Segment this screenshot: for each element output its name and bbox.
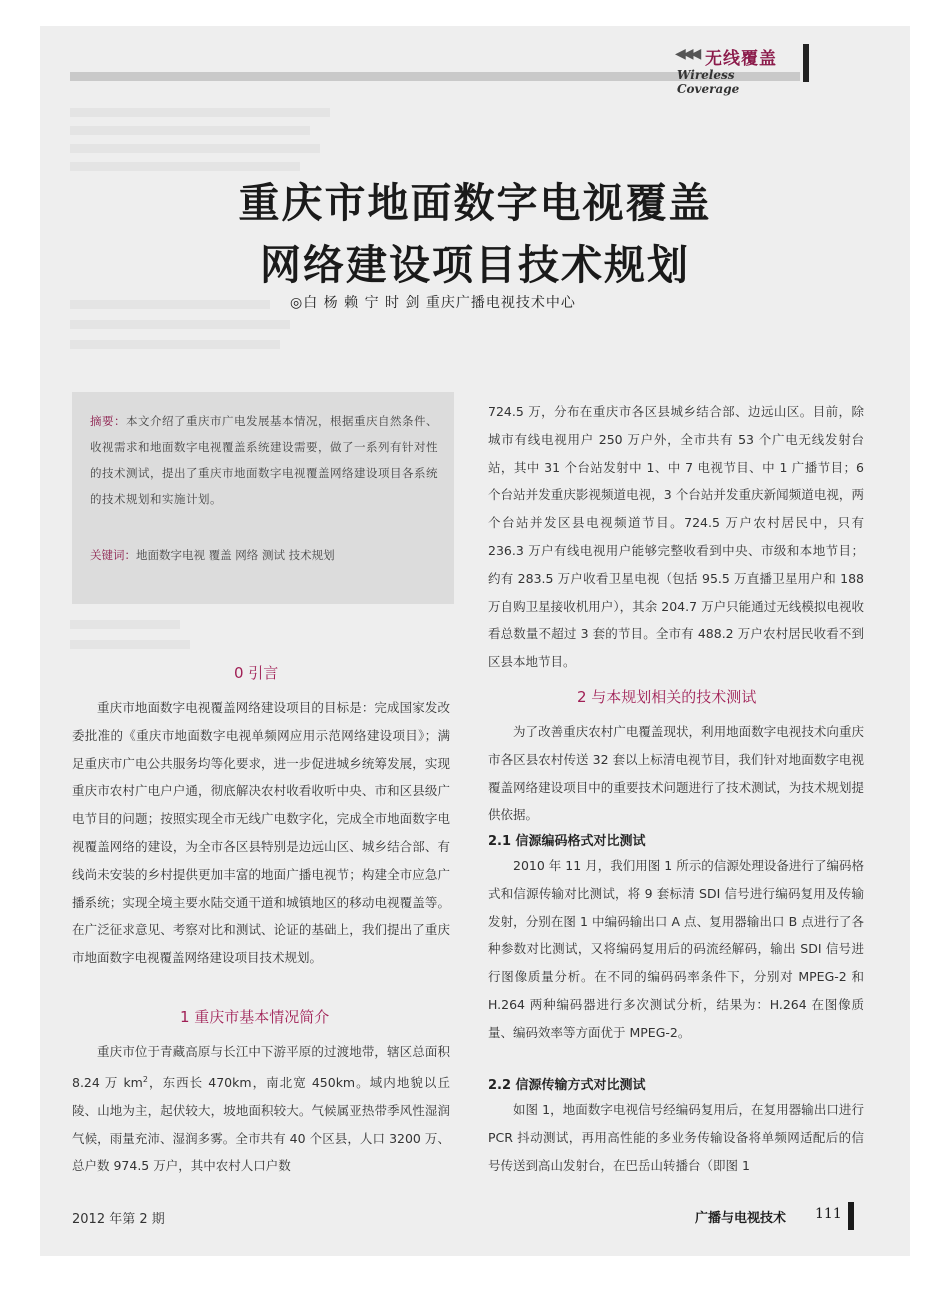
chevron-arrows-icon: ◀◀◀: [675, 46, 699, 62]
section-2-heading: 2 与本规划相关的技术测试: [577, 688, 757, 706]
keywords-label: 关键词：: [90, 548, 136, 562]
section-header: [675, 44, 800, 96]
keywords: [90, 542, 440, 568]
bleed-through-line: [70, 144, 320, 153]
article-title-line2: 网络建设项目技术规划: [260, 241, 690, 289]
bleed-through-line: [70, 108, 330, 117]
superscript: 2: [142, 1074, 148, 1084]
bleed-through-line: [70, 340, 280, 349]
keywords-body: 地面数字电视 覆盖 网络 测试 技术规划: [136, 548, 335, 562]
bleed-through-line: [70, 320, 290, 329]
section-1-text-b: ，东西长 470km，南北宽 450km。域内地貌以丘陵、山地为主，起伏较大，坡地面积较大。气候属亚热带季风性湿润气候，雨量充沛、湿润多雾。全市共有 40 个区县，人口 3200 万、总户数 974.5 万户，其中农村人口户数: [72, 1074, 450, 1174]
abstract-label: 摘要：: [90, 414, 126, 428]
journal-name: 广播与电视技术: [695, 1211, 787, 1226]
abstract-box: [72, 392, 454, 604]
section-title-en: Wireless Coverage: [677, 68, 740, 96]
bleed-through-line: [70, 126, 310, 135]
section-2-1-text: 2010 年 11 月，我们用图 1 所示的信源处理设备进行了编码格式和信源传输对比测试，将 9 套标清 SDI 信号进行编码复用及传输发射，分别在图 1 中编码输出口 A 点、复用器输出口 B 点进行了各种参数对比测试，又将编码复用后的码流经解码，输出 SDI 信号进行图像质量分析。在不同的编码码率条件下，分别对 MPEG-2 和 H.264 两种编码器进行多次测试分析，结果为：H.264 在图像质量、编码效率等方面优于 MPEG-2。: [488, 858, 864, 1040]
abstract-text: [90, 408, 440, 512]
section-1-text-a: 重庆市位于青藏高原与长江中下游平原的过渡地带，辖区总面积 8.24 万 km: [72, 1044, 450, 1090]
bleed-through-line: [70, 640, 190, 649]
section-1-text: [72, 1038, 450, 1180]
author-line: ◎白 杨 赖 宁 时 剑 重庆广播电视技术中心: [290, 295, 576, 311]
section-2-text: 为了改善重庆农村广电覆盖现状，利用地面数字电视技术向重庆市各区县农村传送 32 套以上标清电视节目，我们针对地面数字电视覆盖网络建设项目中的重要技术问题进行了技术测试，为技术规划提供依据。: [488, 724, 864, 823]
right-column-continuation: 724.5 万，分布在重庆市各区县城乡结合部、边远山区。目前，除城市有线电视用户 250 万户外，全市共有 53 个广电无线发射台站，其中 31 个台站发射中 1、中 7 电视节目、中 1 广播节目；6 个台站并发重庆影视频道电视，3 个台站并发重庆新闻频道电视，两个台站并发区县电视频道节目。724.5 万户农村居民中，只有 236.3 万户有线电视用户能够完整收看到中央、市级和本地节目；约有 283.5 万户收看卫星电视（包括 95.5 万直播卫星用户和 188 万自购卫星接收机用户），其余 204.7 万户只能通过无线模拟电视收看总数量不超过 3 套的节目。全市有 488.2 万户农村居民收看不到区县本地节目。: [488, 404, 864, 670]
section-1-heading: 1 重庆市基本情况简介: [180, 1008, 330, 1026]
page-number: 111: [815, 1206, 842, 1222]
header-bar: [803, 44, 809, 82]
article-title-line1: 重庆市地面数字电视覆盖: [238, 179, 712, 227]
section-0-text: 重庆市地面数字电视覆盖网络建设项目的目标是：完成国家发改委批准的《重庆市地面数字电视单频网应用示范网络建设项目》；满足重庆市广电公共服务均等化要求，进一步促进城乡统筹发展，实现重庆市农村广电户户通，彻底解决农村收看收听中央、市和区县级广电节目的问题；按照实现全市无线广电数字化，完成全市地面数字电视覆盖网络的建设，为全市各区县特别是边远山区、城乡结合部、有线尚未安装的乡村提供更加丰富的地面广播电视节；构建全市应急广播系统；实现全境主要水陆交通干道和城镇地区的移动电视覆盖等。在广泛征求意见、考察对比和测试、论证的基础上，我们提出了重庆市地面数字电视覆盖网络建设项目技术规划。: [72, 700, 450, 966]
section-2-1-heading: 2.1 信源编码格式对比测试: [488, 834, 646, 849]
section-title-cn: 无线覆盖: [705, 49, 777, 69]
bleed-through-line: [70, 300, 270, 309]
issue-date: 2012 年第 2 期: [72, 1212, 165, 1227]
section-2-2-heading: 2.2 信源传输方式对比测试: [488, 1078, 646, 1093]
section-2-2-text: 如图 1，地面数字电视信号经编码复用后，在复用器输出口进行 PCR 抖动测试，再用高性能的多业务传输设备将单频网适配后的信号传送到高山发射台，在巴岳山转播台（即图 1: [488, 1102, 864, 1173]
footer-bar: [848, 1202, 854, 1230]
bleed-through-line: [70, 620, 180, 629]
abstract-body: 本文介绍了重庆市广电发展基本情况，根据重庆自然条件、收视需求和地面数字电视覆盖系统建设需要，做了一系列有针对性的技术测试，提出了重庆市地面数字电视覆盖网络建设项目各系统的技术规划和实施计划。: [90, 414, 438, 506]
section-0-heading: 0 引言: [234, 664, 279, 682]
